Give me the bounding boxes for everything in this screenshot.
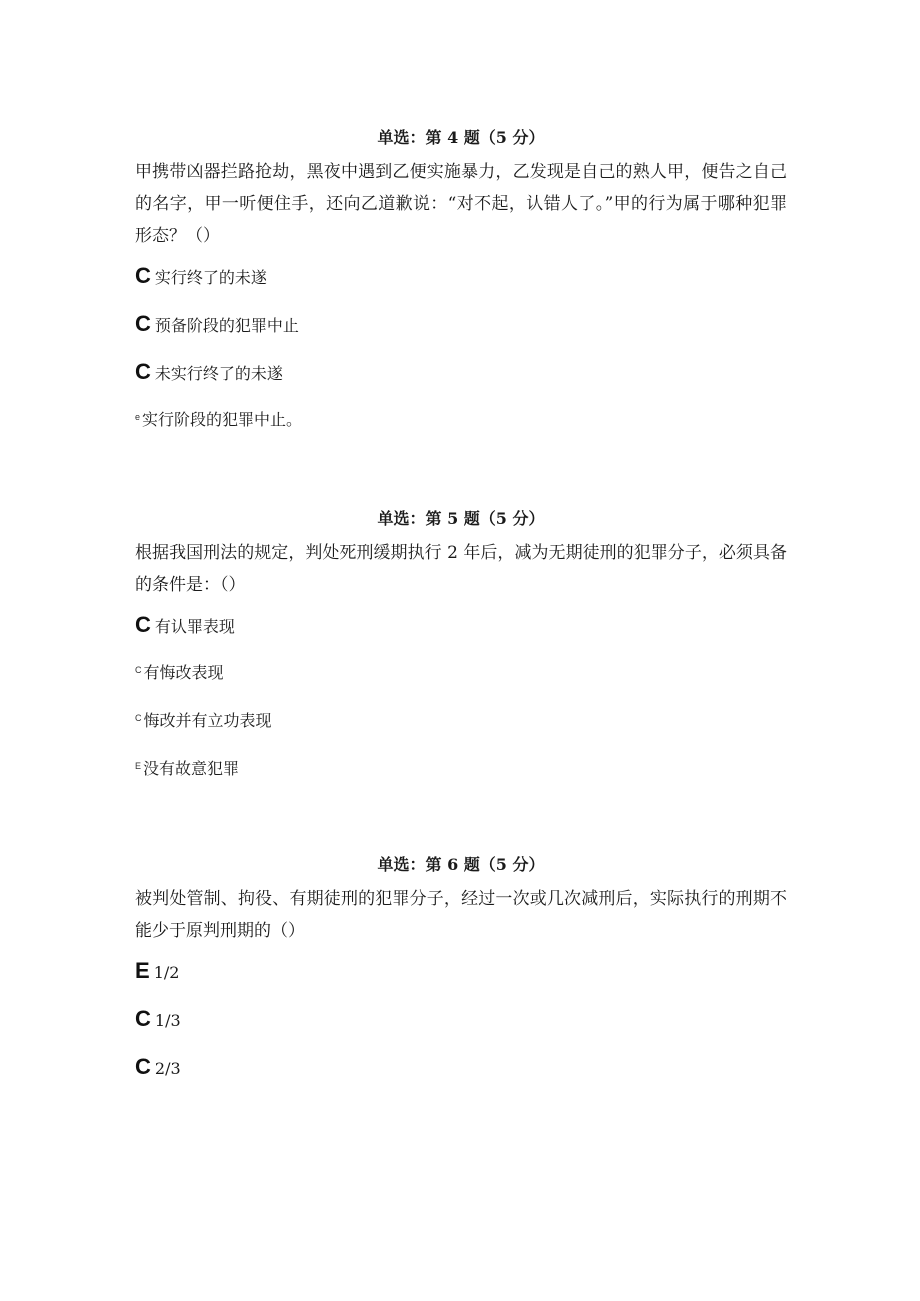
radio-marker[interactable]: C: [135, 665, 142, 675]
radio-marker[interactable]: C: [135, 359, 151, 384]
option-text: 2/3: [154, 1059, 181, 1078]
option-text: 实行阶段的犯罪中止。: [142, 410, 303, 429]
option-item[interactable]: [135, 995, 787, 1043]
option-item[interactable]: [135, 697, 787, 745]
question-header: 单选：第 6 题（5 分）: [377, 855, 545, 874]
radio-marker[interactable]: C: [135, 713, 142, 723]
radio-marker[interactable]: C: [135, 1054, 151, 1079]
option-item[interactable]: [135, 745, 787, 793]
radio-marker[interactable]: C: [135, 612, 151, 637]
radio-marker[interactable]: E: [135, 761, 142, 771]
radio-marker[interactable]: C: [135, 1006, 151, 1031]
option-list: [135, 601, 787, 793]
option-text: 1/2: [153, 963, 180, 982]
option-item[interactable]: [135, 649, 787, 697]
radio-marker[interactable]: C: [135, 311, 151, 336]
option-text: 未实行终了的未遂: [154, 364, 283, 383]
option-item[interactable]: [135, 396, 787, 444]
option-text: 没有故意犯罪: [143, 759, 240, 778]
option-list: [135, 252, 787, 444]
question-header: 单选：第 5 题（5 分）: [377, 509, 545, 528]
option-list: [135, 947, 787, 1091]
question-stem: 被判处管制、拘役、有期徒刑的犯罪分子，经过一次或几次减刑后，实际执行的刑期不能少于原判刑期的（）: [135, 889, 787, 941]
radio-marker[interactable]: e: [135, 412, 141, 422]
question-4: [135, 126, 787, 444]
option-text: 实行终了的未遂: [154, 268, 267, 287]
radio-marker[interactable]: E: [135, 958, 150, 983]
question-6: [135, 853, 787, 1091]
question-header: 单选：第 4 题（5 分）: [377, 128, 545, 147]
question-stem: 甲携带凶器拦路抢劫，黑夜中遇到乙便实施暴力，乙发现是自己的熟人甲，便告之自己的名字，甲一听便住手，还向乙道歉说：“对不起，认错人了。”甲的行为属于哪种犯罪形态？（）: [135, 162, 787, 246]
option-item[interactable]: [135, 300, 787, 348]
question-stem: 根据我国刑法的规定，判处死刑缓期执行 2 年后，减为无期徒刑的犯罪分子，必须具备的条件是：（）: [135, 543, 787, 595]
radio-marker[interactable]: C: [135, 263, 151, 288]
option-text: 悔改并有立功表现: [143, 711, 272, 730]
option-text: 有认罪表现: [154, 617, 235, 636]
option-text: 有悔改表现: [143, 663, 224, 682]
option-text: 预备阶段的犯罪中止: [154, 316, 299, 335]
option-item[interactable]: [135, 601, 787, 649]
option-item[interactable]: [135, 348, 787, 396]
option-item[interactable]: [135, 947, 787, 995]
option-text: 1/3: [154, 1011, 181, 1030]
question-5: [135, 507, 787, 793]
option-item[interactable]: [135, 252, 787, 300]
option-item[interactable]: [135, 1043, 787, 1091]
